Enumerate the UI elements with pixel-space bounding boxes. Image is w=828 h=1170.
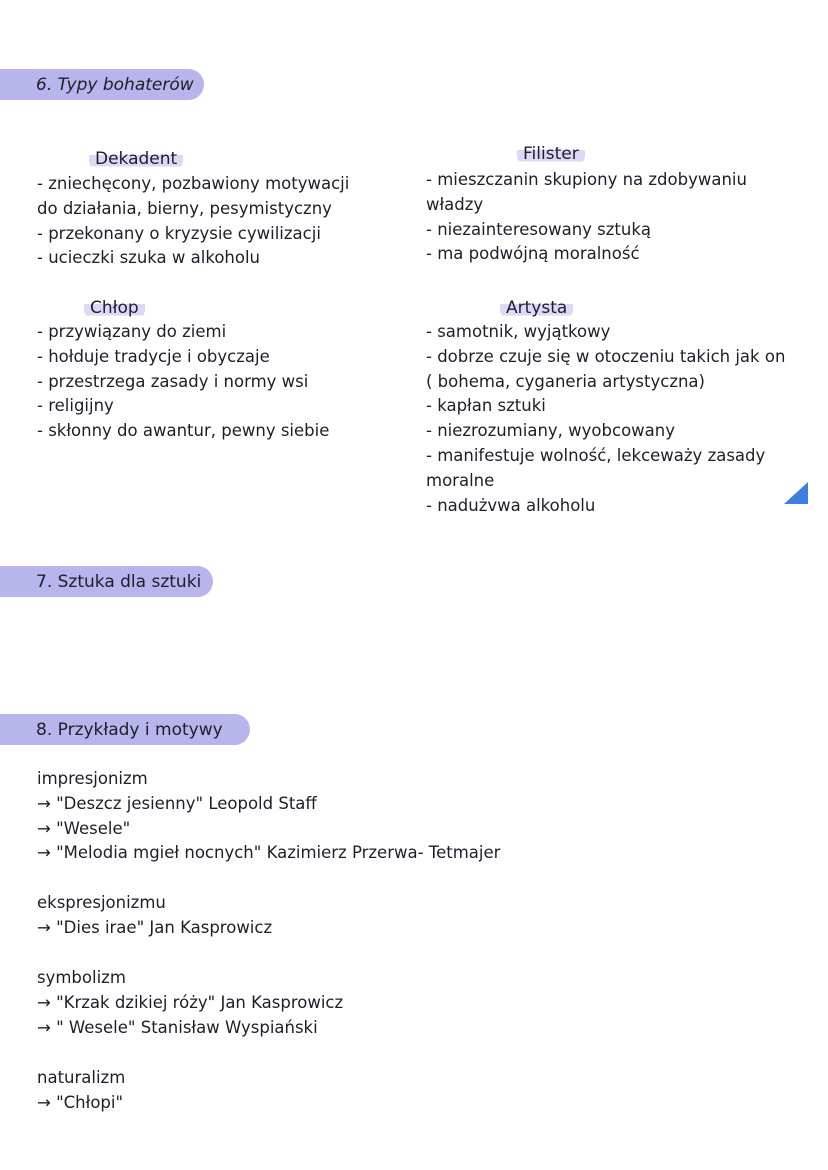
list-item: władzy — [426, 194, 484, 214]
group-label: naturalizm — [37, 1068, 126, 1087]
artysta-heading: Artysta — [500, 298, 573, 318]
list-item: moralne — [426, 470, 495, 490]
impresjonizm-group — [37, 767, 500, 866]
list-item: - hołduje tradycje i obyczaje — [37, 346, 270, 366]
list-item: do działania, bierny, pesymistyczny — [37, 198, 332, 218]
group-label: symbolizm — [37, 968, 126, 987]
page-corner-triangle-icon — [784, 482, 808, 504]
section-6-header — [0, 69, 204, 100]
group-label: ekspresjonizmu — [37, 893, 166, 912]
artysta-list — [426, 320, 785, 518]
list-item: - manifestuje wolność, lekceważy zasady — [426, 445, 766, 465]
naturalizm-group — [37, 1066, 125, 1116]
section-8-title: 8. Przykłady i motywy — [36, 719, 223, 740]
list-item: → "Krzak dzikiej róży" Jan Kasprowicz — [37, 992, 344, 1012]
filister-list — [426, 168, 747, 267]
list-item: → "Melodia mgieł nocnych" Kazimierz Przerwa- Tetmajer — [37, 843, 501, 863]
list-item: - ma podwójną moralność — [426, 244, 640, 264]
group-label: impresjonizm — [37, 769, 148, 788]
symbolizm-group — [37, 966, 343, 1040]
list-item: - mieszczanin skupiony na zdobywaniu — [426, 170, 747, 189]
chlop-heading: Chłop — [84, 298, 145, 318]
list-item: - niezainteresowany sztuką — [426, 219, 652, 239]
list-item: - nadużvwa alkoholu — [426, 495, 596, 515]
dekadent-heading: Dekadent — [89, 149, 183, 169]
list-item: - zniechęcony, pozbawiony motywacji — [37, 174, 350, 193]
list-item: - kapłan sztuki — [426, 396, 546, 416]
list-item: - przestrzega zasady i normy wsi — [37, 371, 309, 391]
list-item: - niezrozumiany, wyobcowany — [426, 421, 675, 441]
filister-heading: Filister — [517, 144, 585, 164]
section-8-header — [0, 714, 250, 745]
list-item: - ucieczki szuka w alkoholu — [37, 248, 261, 268]
list-item: - religijny — [37, 396, 114, 416]
list-item: → "Chłopi" — [37, 1092, 124, 1112]
dekadent-list — [37, 172, 349, 271]
section-7-header — [0, 566, 213, 597]
section-7-title: 7. Sztuka dla sztuki — [36, 571, 202, 592]
chlop-list — [37, 320, 329, 444]
section-6-title: 6. Typy bohaterów — [36, 74, 194, 95]
list-item: - samotnik, wyjątkowy — [426, 322, 611, 341]
list-item: → "Deszcz jesienny" Leopold Staff — [37, 793, 317, 813]
list-item: ( bohema, cyganeria artystyczna) — [426, 371, 705, 391]
list-item: - dobrze czuje się w otoczeniu takich jak on — [426, 346, 786, 366]
list-item: - przekonany o kryzysie cywilizacji — [37, 223, 321, 243]
list-item: → " Wesele" Stanisław Wyspiański — [37, 1017, 318, 1037]
list-item: → "Wesele" — [37, 818, 131, 838]
list-item: → "Dies irae" Jan Kasprowicz — [37, 917, 273, 937]
list-item: - skłonny do awantur, pewny siebie — [37, 421, 330, 441]
ekspresjonizm-group — [37, 891, 272, 941]
list-item: - przywiązany do ziemi — [37, 322, 227, 341]
